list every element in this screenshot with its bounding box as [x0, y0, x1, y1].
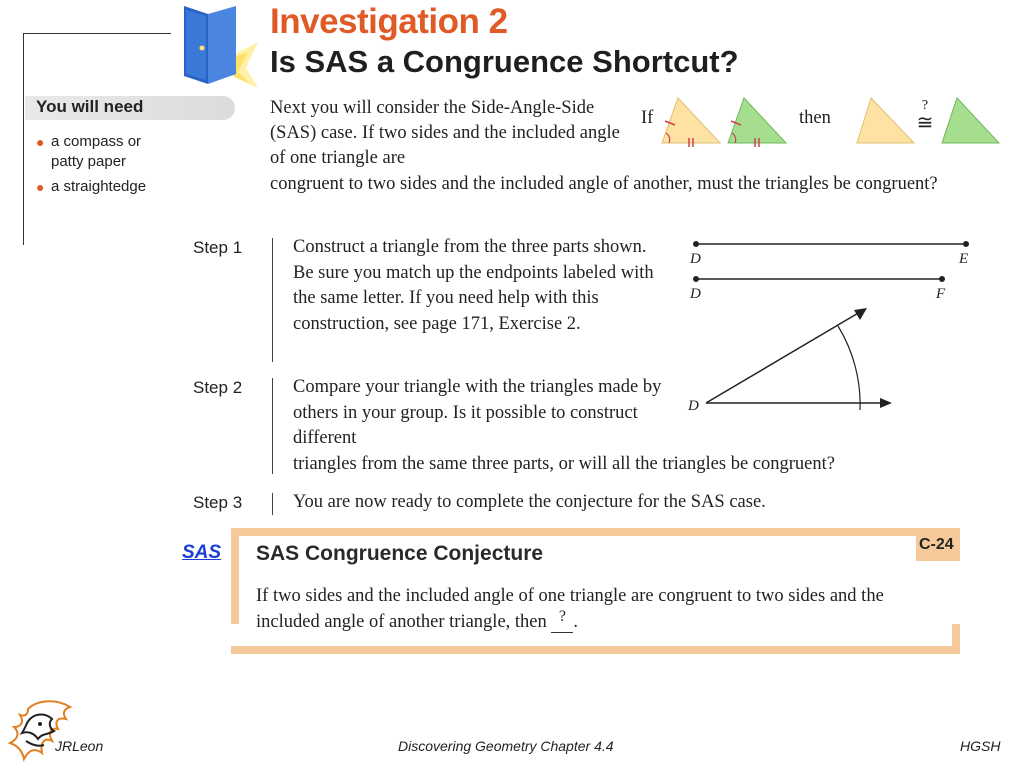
label-d: D: [690, 251, 701, 267]
triangle-green-2: [942, 98, 999, 143]
conjecture-border-top: [231, 528, 960, 536]
materials-list-item: ● a compass or patty paper: [36, 133, 142, 170]
label-d: D: [690, 286, 701, 302]
step-2-text-start: Compare your triangle with the triangles made by others in your group. Is it possible to construct different: [293, 377, 662, 449]
angle-arc: [838, 326, 860, 410]
conjecture-title: SAS Congruence Conjecture: [256, 542, 544, 565]
congruence-symbol: ≅: [916, 110, 934, 134]
intro-paragraph-start: Next you will consider the Side-Angle-Side (SAS) case. If two sides and the included angle of one triangle are: [270, 98, 620, 168]
angle-ray-upper: [706, 312, 860, 403]
page-title: Is SAS a Congruence Shortcut?: [270, 44, 739, 79]
step-3-label: Step 3: [193, 493, 243, 512]
triangle-yellow-1: [662, 98, 720, 143]
panel-divider-vertical: [23, 33, 24, 245]
footer-author: JRLeon: [55, 738, 104, 754]
you-will-need-label: You will need: [36, 97, 144, 116]
step-2-text-end: triangles from the same three parts, or will all the triangles be congruent?: [293, 454, 835, 474]
door-icon: [178, 2, 258, 90]
conjecture-text: If two sides and the included angle of one triangle are congruent to two sides and the included angle of another triangle, then ? .: [256, 586, 884, 632]
footer-course: Discovering Geometry Chapter 4.4: [398, 738, 614, 754]
congruence-question: ?: [921, 98, 929, 113]
sas-link[interactable]: SAS: [182, 542, 222, 563]
step-1-label: Step 1: [193, 238, 243, 257]
conjecture-border-left: [231, 528, 239, 624]
step-divider: [272, 493, 273, 515]
label-e: E: [959, 251, 969, 267]
triangle-yellow-2: [857, 98, 914, 143]
construction-figure: [680, 235, 990, 415]
bullet-icon: ●: [36, 179, 45, 195]
step-1-text: Construct a triangle from the three parts shown. Be sure you match up the endpoints labeled with the same letter. If you need help with this construction, see page 171, Exercise 2.: [293, 237, 654, 334]
conjecture-tag: C-24: [919, 536, 954, 553]
footer-school: HGSH: [960, 738, 1001, 754]
triangle-green-1: [728, 98, 786, 143]
arrowhead: [880, 398, 892, 408]
intro-paragraph-end: congruent to two sides and the included angle of another, must the triangles be congruent?: [270, 174, 938, 194]
step-2-label: Step 2: [193, 378, 243, 397]
panel-divider-horizontal: [23, 33, 171, 34]
endpoint-d: [693, 241, 699, 247]
conjecture-border-bottom: [231, 646, 960, 654]
label-f: F: [936, 286, 946, 302]
materials-list-item: ● a straightedge: [36, 178, 147, 195]
figure-if-label: If: [641, 108, 654, 128]
answer-blank: ?: [551, 613, 573, 633]
sas-triangles-figure: [655, 95, 1005, 150]
investigation-title: Investigation 2: [270, 2, 508, 41]
step-divider: [272, 238, 273, 362]
step-divider: [272, 378, 273, 474]
label-d: D: [688, 398, 699, 414]
endpoint-f: [939, 276, 945, 282]
endpoint-e: [963, 241, 969, 247]
figure-then-label: then: [799, 108, 831, 128]
endpoint-d: [693, 276, 699, 282]
step-3-text: You are now ready to complete the conjecture for the SAS case.: [293, 492, 766, 512]
bullet-icon: ●: [36, 134, 45, 150]
